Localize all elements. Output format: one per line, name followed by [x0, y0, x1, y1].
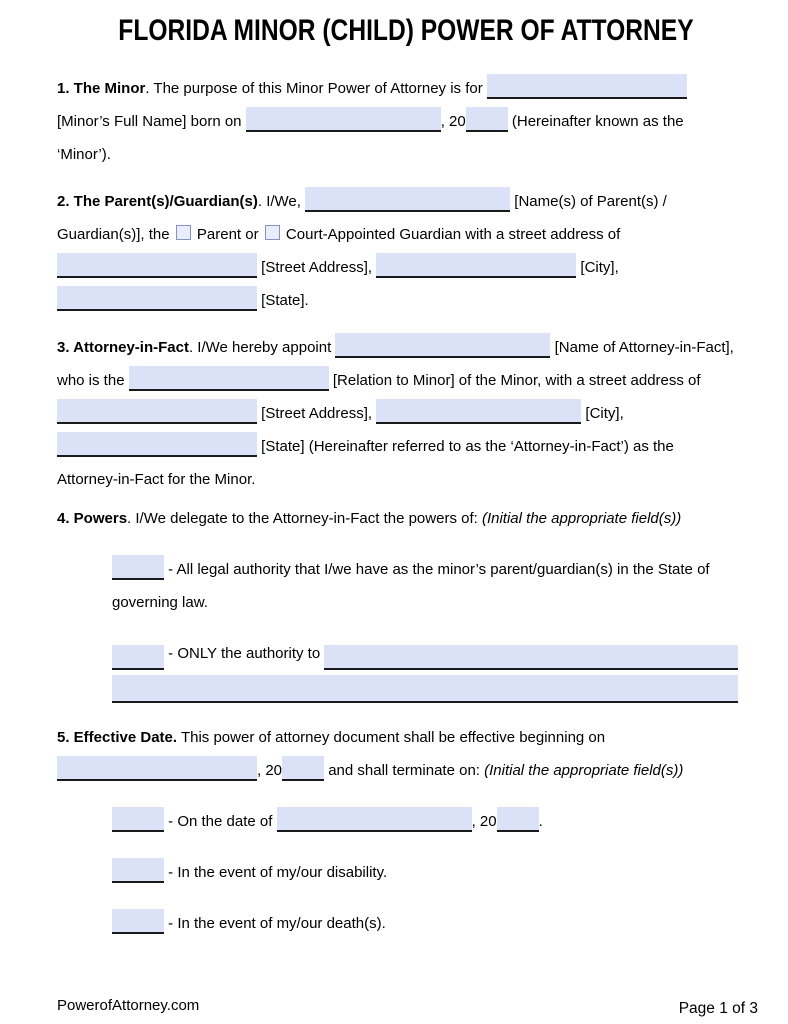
section-5-effective-date: [57, 721, 738, 787]
text-segment: [State].: [257, 292, 309, 309]
section-2-parents-guardians: [57, 185, 738, 317]
attorney-street-address-field[interactable]: [57, 399, 257, 424]
attorney-city-field[interactable]: [376, 399, 581, 424]
section-4-heading: 4. Powers: [57, 510, 128, 527]
text-segment: [Street Address],: [257, 259, 377, 276]
relation-to-minor-field[interactable]: [129, 366, 329, 391]
attorney-name-field[interactable]: [335, 333, 550, 358]
text-segment: [Street Address],: [257, 405, 377, 422]
document-title: FLORIDA MINOR (CHILD) POWER OF ATTORNEY: [118, 14, 694, 47]
terminate-on-date-item: [112, 805, 738, 838]
text-segment: [Name(s) of Parent(s) / Guardian(s)], the: [57, 193, 667, 243]
powers-only-authority-item: [112, 637, 738, 703]
text-segment: , 20: [257, 762, 283, 779]
only-authority-description-field-line1[interactable]: [324, 645, 738, 670]
only-authority-line-1: [112, 637, 738, 670]
text-segment: - In the event of my/our death(s).: [164, 915, 386, 932]
minor-birth-date-field[interactable]: [246, 107, 441, 132]
section-3-heading: 3. Attorney-in-Fact: [57, 339, 189, 356]
only-authority-description-field-line2[interactable]: [112, 675, 738, 703]
text-segment: .: [538, 813, 543, 830]
text-segment: . I/We delegate to the Attorney-in-Fact the powers of:: [127, 510, 482, 527]
text-segment: Court-Appointed Guardian with a street address of: [281, 226, 621, 243]
terminate-year-field[interactable]: [497, 807, 539, 832]
text-segment: - ONLY the authority to: [164, 645, 325, 662]
text-segment: [Relation to Minor] of the Minor, with a street address of: [328, 372, 701, 389]
death-initials-field[interactable]: [112, 909, 164, 934]
parent-checkbox[interactable]: [176, 225, 191, 240]
effective-begin-date-field[interactable]: [57, 756, 257, 781]
disability-initials-field[interactable]: [112, 858, 164, 883]
parent-city-field[interactable]: [376, 253, 576, 278]
text-segment: [State] (Hereinafter referred to as the ‘Attorney-in-Fact’) as the Attorney-in-Fact for the Minor.: [57, 438, 674, 488]
minor-full-name-field[interactable]: [487, 74, 687, 99]
parent-street-address-field[interactable]: [57, 253, 257, 278]
text-segment: Parent or: [192, 226, 263, 243]
text-segment: [City],: [576, 259, 619, 276]
parent-state-field[interactable]: [57, 286, 257, 311]
effective-begin-year-field[interactable]: [282, 756, 324, 781]
text-segment: - In the event of my/our disability.: [164, 864, 388, 881]
text-segment: . I/We,: [257, 193, 306, 210]
section-2-heading: 2. The Parent(s)/Guardian(s): [57, 193, 258, 210]
section-3-attorney-in-fact: [57, 331, 738, 496]
text-segment: - All legal authority that I/we have as the minor’s parent/guardian(s) in the State of governing law.: [112, 561, 710, 611]
text-segment: [Name of Attorney-in-Fact], who is the: [57, 339, 734, 389]
text-segment: [City],: [581, 405, 624, 422]
text-segment: This power of attorney document shall be effective beginning on: [177, 729, 606, 746]
court-appointed-guardian-checkbox[interactable]: [265, 225, 280, 240]
terminate-date-field[interactable]: [277, 807, 472, 832]
text-segment: , 20: [471, 813, 497, 830]
section-1-heading: 1. The Minor: [57, 80, 146, 97]
text-segment: [Minor’s Full Name] born on: [57, 113, 246, 130]
text-segment: . I/We hereby appoint: [188, 339, 336, 356]
text-segment: - On the date of: [164, 813, 277, 830]
attorney-state-field[interactable]: [57, 432, 257, 457]
text-segment: (Hereinafter known as the ‘Minor’).: [57, 113, 684, 163]
section-4-powers: [57, 502, 738, 535]
section-1-the-minor: [57, 72, 738, 171]
initial-instruction-note: (Initial the appropriate field(s)): [481, 510, 682, 527]
on-date-initials-field[interactable]: [112, 807, 164, 832]
terminate-disability-item: [112, 856, 738, 889]
parent-guardian-names-field[interactable]: [305, 187, 510, 212]
terminate-death-item: [112, 907, 738, 940]
text-segment: , 20: [440, 113, 466, 130]
section-5-heading: 5. Effective Date.: [57, 729, 178, 746]
footer-page-indicator: Page 1 of 3: [678, 1000, 758, 1017]
all-authority-initials-field[interactable]: [112, 555, 164, 580]
footer-website: PowerofAttorney.com: [57, 997, 200, 1014]
initial-instruction-note: (Initial the appropriate field(s)): [484, 762, 684, 779]
minor-birth-year-field[interactable]: [466, 107, 508, 132]
powers-all-authority-item: [112, 553, 738, 619]
text-segment: and shall terminate on:: [324, 762, 485, 779]
only-authority-initials-field[interactable]: [112, 645, 164, 670]
text-segment: . The purpose of this Minor Power of Attorney is for: [145, 80, 487, 97]
